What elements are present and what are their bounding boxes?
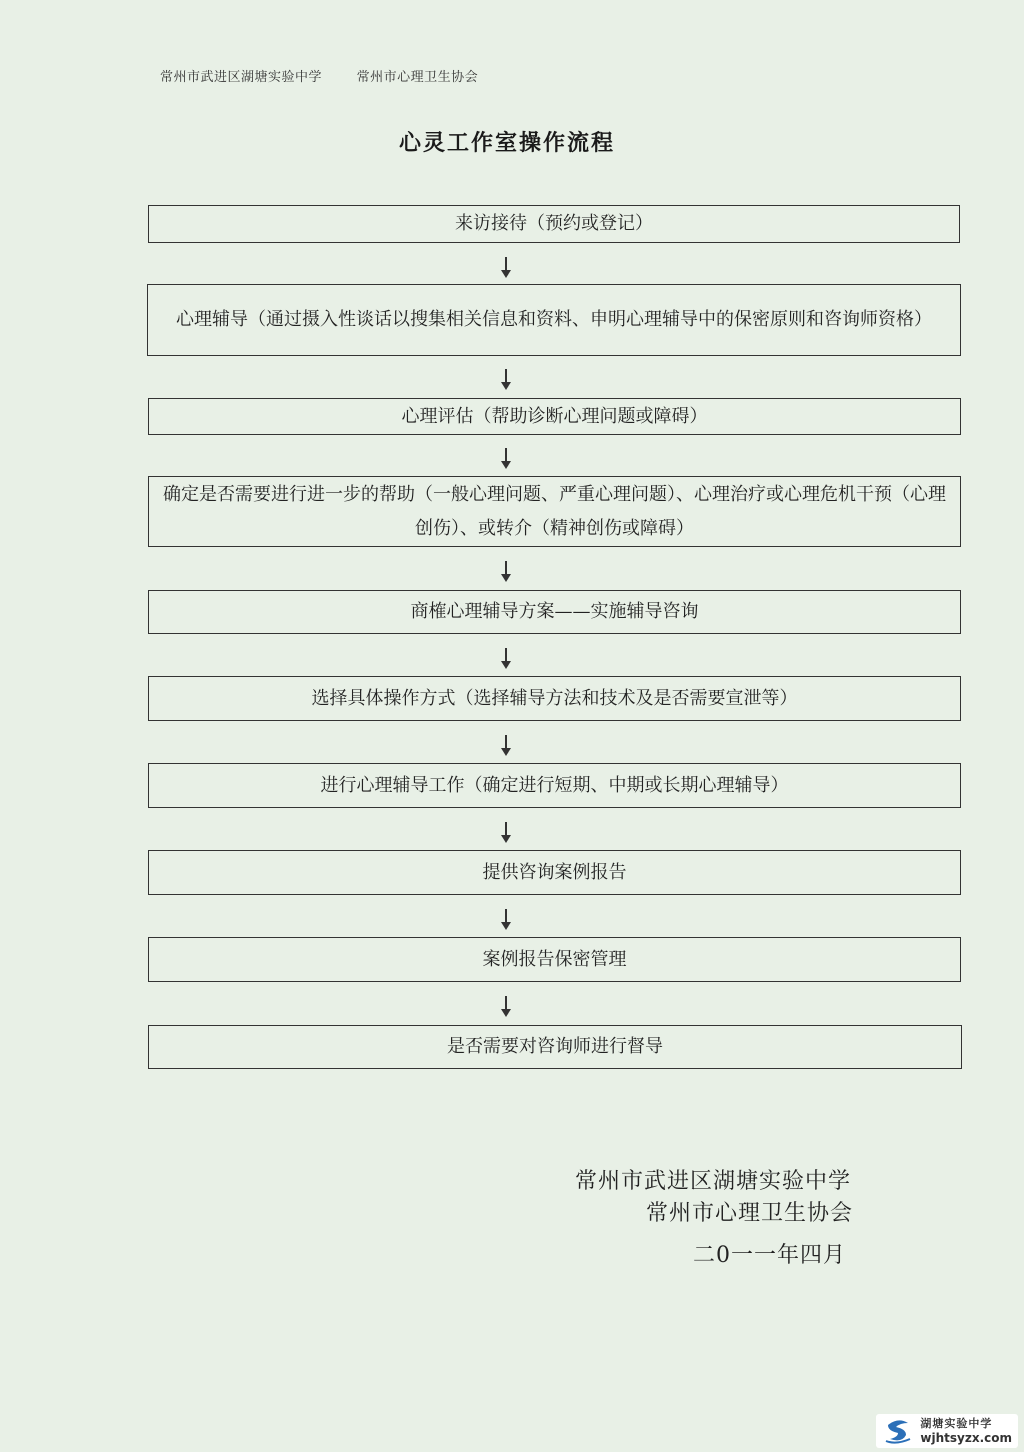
flow-arrow-icon [500, 735, 512, 757]
header-school: 常州市武进区湖塘实验中学 [160, 70, 323, 85]
flow-step-1: 来访接待（预约或登记） [148, 205, 960, 243]
flow-step-10: 是否需要对咨询师进行督导 [148, 1025, 962, 1069]
flow-step-2: 心理辅导（通过摄入性谈话以搜集相关信息和资料、申明心理辅导中的保密原则和咨询师资格） [147, 284, 961, 356]
header-association: 常州市心理卫生协会 [356, 70, 479, 85]
page-title: 心灵工作室操作流程 [398, 130, 615, 156]
flow-step-6: 选择具体操作方式（选择辅导方法和技术及是否需要宣泄等） [148, 676, 961, 721]
flow-arrow-icon [500, 822, 512, 844]
flow-arrow-icon [500, 448, 512, 470]
school-logo-icon [882, 1417, 914, 1445]
flow-arrow-icon [500, 561, 512, 583]
flow-arrow-icon [500, 369, 512, 391]
watermark-name: 湖塘实验中学 [920, 1417, 993, 1430]
flow-arrow-icon [500, 909, 512, 931]
flow-arrow-icon [500, 257, 512, 279]
flow-arrow-icon [500, 996, 512, 1018]
footer-association: 常州市心理卫生协会 [646, 1201, 854, 1226]
page-header [160, 66, 478, 85]
watermark-url: wjhtsyzx.com [920, 1431, 1012, 1445]
footer-date: 二0一一年四月 [693, 1243, 846, 1268]
flow-step-9: 案例报告保密管理 [148, 937, 961, 982]
flow-step-3: 心理评估（帮助诊断心理问题或障碍） [148, 398, 961, 435]
flow-step-8: 提供咨询案例报告 [148, 850, 961, 895]
flow-arrow-icon [500, 648, 512, 670]
flow-step-4: 确定是否需要进行进一步的帮助（一般心理问题、严重心理问题）、心理治疗或心理危机干预（心理创伤）、或转介（精神创伤或障碍） [148, 476, 961, 547]
site-watermark [876, 1414, 1018, 1448]
footer-school: 常州市武进区湖塘实验中学 [575, 1169, 852, 1194]
flow-step-7: 进行心理辅导工作（确定进行短期、中期或长期心理辅导） [148, 763, 961, 808]
flow-step-5: 商榷心理辅导方案——实施辅导咨询 [148, 590, 961, 634]
